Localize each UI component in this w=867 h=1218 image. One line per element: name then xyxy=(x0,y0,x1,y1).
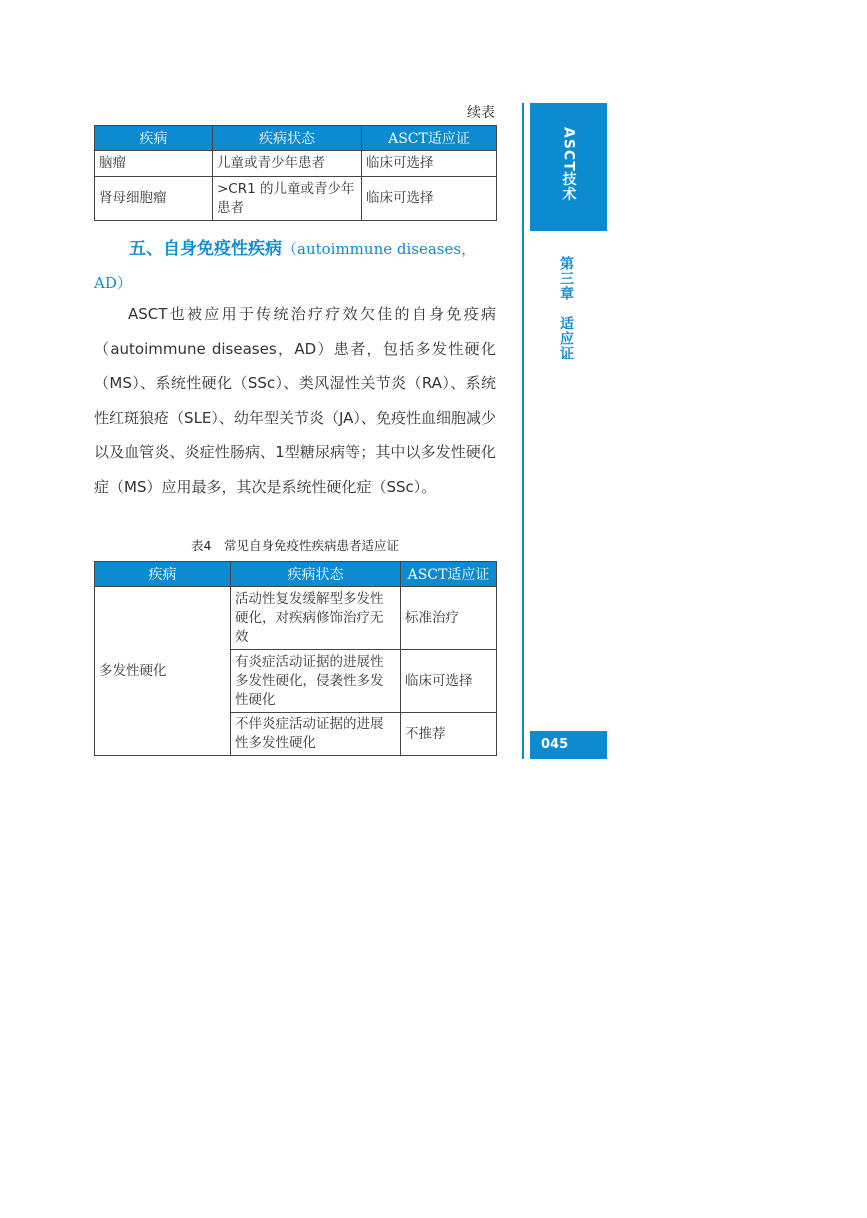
table-header-cell: 疾病状态 xyxy=(213,126,362,151)
table-caption: 表4 常见自身免疫性疾病患者适应证 xyxy=(191,538,399,553)
table-cell-indication: 标准治疗 xyxy=(401,587,497,650)
table-header-cell: 疾病 xyxy=(95,126,213,151)
table-cell-status: 儿童或青少年患者 xyxy=(213,151,362,177)
continued-label: 续表 xyxy=(467,105,495,121)
chapter-label: 第三章 适应证 xyxy=(558,256,574,361)
continued-table xyxy=(94,125,497,221)
table-cell-status: 活动性复发缓解型多发性硬化，对疾病修饰治疗无效 xyxy=(231,587,401,650)
table-header-cell: ASCT适应证 xyxy=(401,562,497,587)
page-number: 045 xyxy=(530,731,607,759)
table-cell-indication: 不推荐 xyxy=(401,713,497,756)
table-row xyxy=(95,177,497,221)
table-header-cell: 疾病状态 xyxy=(231,562,401,587)
margin-divider xyxy=(522,103,524,759)
table-cell-disease: 脑瘤 xyxy=(95,151,213,177)
table-cell-indication: 临床可选择 xyxy=(362,151,497,177)
table-header-cell: 疾病 xyxy=(95,562,231,587)
table-cell-indication: 临床可选择 xyxy=(362,177,497,221)
table-cell-disease: 多发性硬化 xyxy=(95,587,231,756)
section-heading-zh: 五、自身免疫性疾病 xyxy=(129,239,282,259)
section-heading xyxy=(94,232,496,300)
table-header-cell: ASCT适应证 xyxy=(362,126,497,151)
table-cell-status: 有炎症活动证据的进展性多发性硬化，侵袭性多发性硬化 xyxy=(231,650,401,713)
table-cell-status: >CR1 的儿童或青少年患者 xyxy=(213,177,362,221)
book-title-label: ASCT技术 xyxy=(560,127,577,202)
table-cell-disease: 肾母细胞瘤 xyxy=(95,177,213,221)
table-row xyxy=(95,587,497,650)
table-header-row xyxy=(95,562,497,587)
table-row xyxy=(95,151,497,177)
table-cell-status: 不伴炎症活动证据的进展性多发性硬化 xyxy=(231,713,401,756)
book-title-tab xyxy=(530,103,607,231)
indication-table xyxy=(94,561,497,756)
table-header-row xyxy=(95,126,497,151)
body-paragraph: ASCT也被应用于传统治疗疗效欠佳的自身免疫病（autoimmune diseases，AD）患者，包括多发性硬化（MS）、系统性硬化（SSc）、类风湿性关节炎（RA）、系统性红斑狼疮（SLE）、幼年型关节炎（JA）、免疫性血细胞减少以及血管炎、炎症性肠病、1型糖尿病等；其中以多发性硬化症（MS）应用最多，其次是系统性硬化症（SSc）。 xyxy=(94,305,496,496)
section-heading-en: （autoimmune diseases，AD） xyxy=(94,240,477,292)
table-cell-indication: 临床可选择 xyxy=(401,650,497,713)
